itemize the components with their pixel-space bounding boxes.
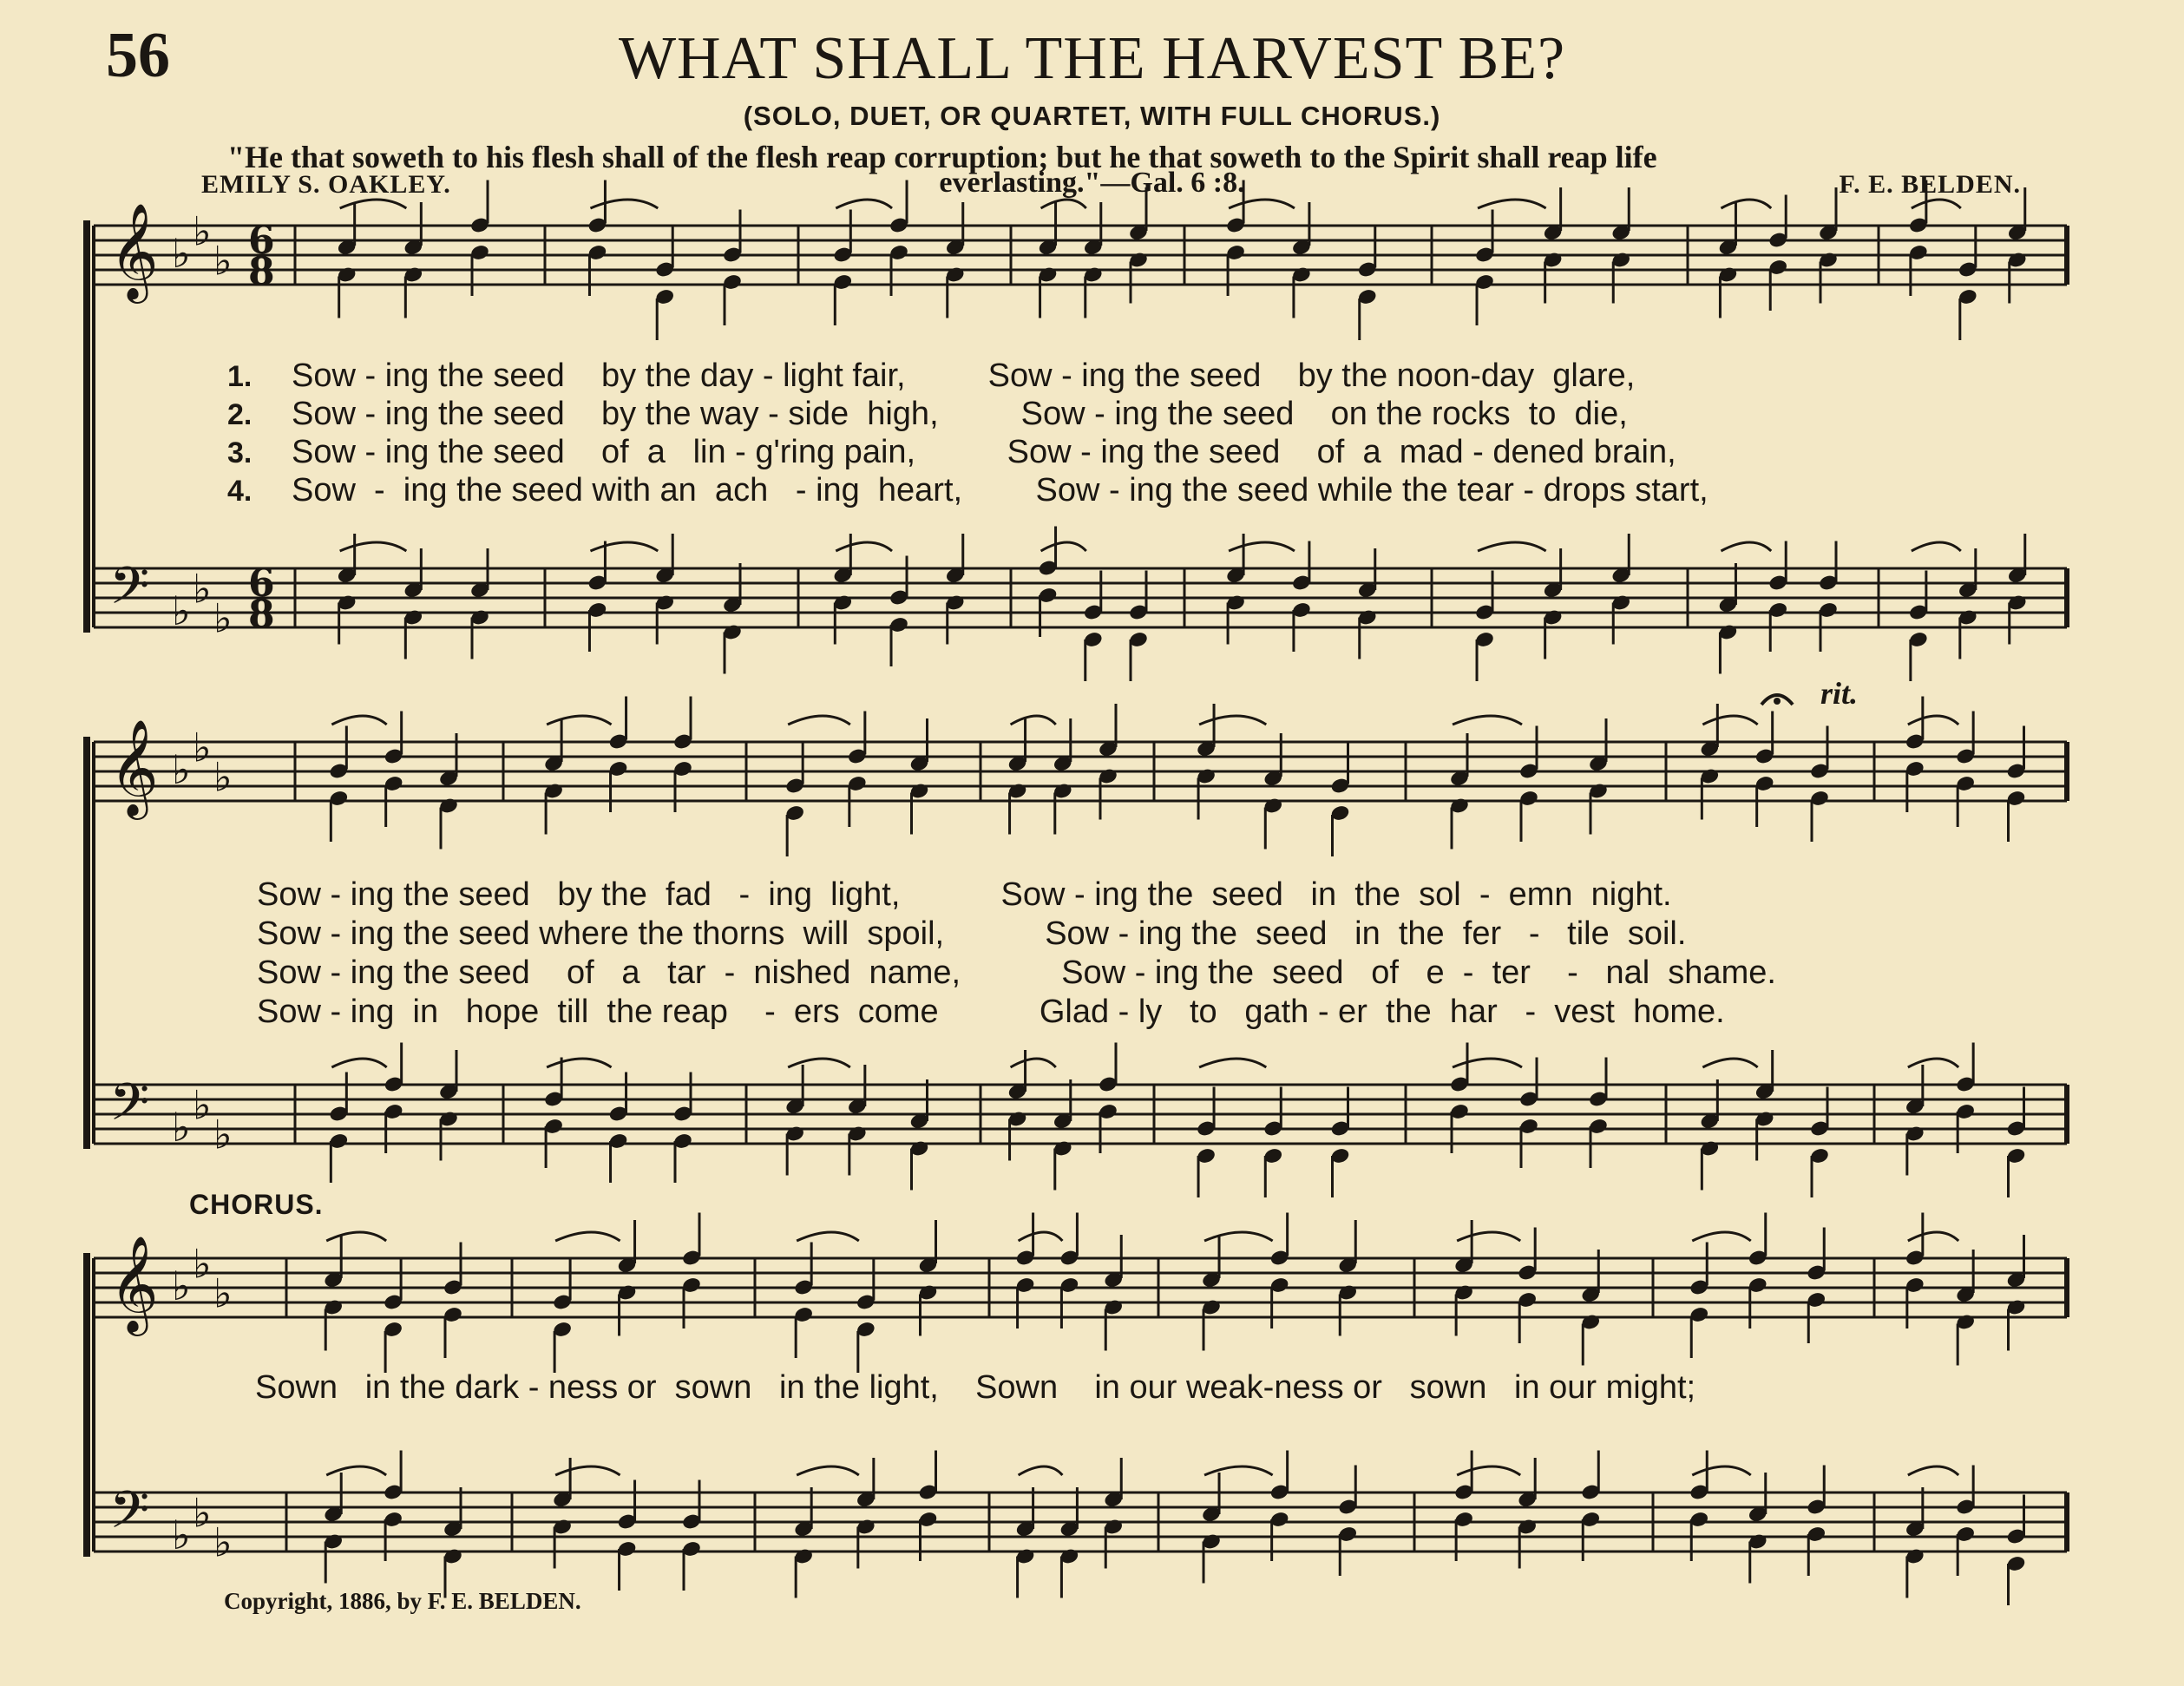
treble-measure-3-3-tie bbox=[797, 1232, 859, 1241]
bass-measure-3-3-tie bbox=[797, 1466, 859, 1475]
flat-sign: ♭ bbox=[172, 1263, 191, 1309]
treble-measure-2-2-tie bbox=[547, 716, 611, 725]
bass-measure-1-1-tie bbox=[340, 542, 407, 551]
flat-sign: ♭ bbox=[193, 1489, 212, 1537]
bass-measure-3-8-tie bbox=[1908, 1466, 1958, 1475]
verse-2-line-2: Sow - ing the seed where the thorns will spoil, Sow - ing the seed in the fer - tile soil. bbox=[257, 915, 1687, 952]
treble-measure-3-4-tie bbox=[1019, 1232, 1063, 1241]
ritardando-marking: rit. bbox=[1820, 676, 1859, 711]
bass-measure-1-6-tie bbox=[1478, 542, 1546, 551]
verse-4-line-2: Sow - ing in hope till the reap - ers come Glad - ly to gath - er the har - vest home. bbox=[257, 994, 1725, 1030]
flat-sign: ♭ bbox=[213, 753, 233, 801]
bass-measure-1-7-tie bbox=[1721, 542, 1771, 551]
bass-clef: 𝄢 bbox=[109, 1479, 150, 1552]
bass-clef: 𝄢 bbox=[109, 1072, 150, 1145]
treble-measure-1-6-tie bbox=[1478, 200, 1546, 208]
flat-sign: ♭ bbox=[213, 1269, 233, 1317]
hymn-title: WHAT SHALL THE HARVEST BE? bbox=[618, 25, 1566, 92]
bass-measure-1-4-tie bbox=[1041, 542, 1086, 551]
flat-sign: ♭ bbox=[172, 1104, 191, 1151]
treble-measure-2-4-tie bbox=[1011, 716, 1056, 725]
flat-sign: ♭ bbox=[193, 565, 212, 613]
bass-measure-3-1-tie bbox=[326, 1466, 386, 1475]
treble-measure-1-5-tie bbox=[1229, 200, 1295, 208]
treble-measure-3-6-tie bbox=[1457, 1232, 1520, 1241]
verse-2-line-1: Sow - ing the seed by the way - side high, Sow - ing the seed on the rocks to die, bbox=[292, 396, 1628, 432]
bass-measure-1-2-tie bbox=[590, 542, 658, 551]
bass-measure-1-5-tie bbox=[1229, 542, 1295, 551]
flat-sign: ♭ bbox=[213, 237, 233, 285]
treble-clef: 𝄞 bbox=[109, 718, 159, 816]
time-signature-bottom: 8 bbox=[248, 250, 275, 294]
bass-clef: 𝄢 bbox=[109, 555, 150, 628]
treble-measure-1-1-tie bbox=[340, 200, 407, 208]
verse-number-2: 2. bbox=[227, 398, 253, 431]
treble-measure-3-2-tie bbox=[555, 1232, 620, 1241]
treble-measure-1-2-tie bbox=[590, 200, 658, 208]
chorus-label: CHORUS. bbox=[189, 1189, 324, 1220]
treble-measure-1-8-tie bbox=[1912, 200, 1961, 208]
page-number: 56 bbox=[106, 20, 170, 91]
bass-measure-2-2-tie bbox=[547, 1059, 611, 1067]
verse-4-line-1: Sow - ing the seed with an ach - ing heart, Sow - ing the seed while the tear - drops start, bbox=[292, 472, 1709, 508]
verse-number-3: 3. bbox=[227, 436, 253, 469]
flat-sign: ♭ bbox=[172, 746, 191, 793]
flat-sign: ♭ bbox=[193, 724, 212, 771]
verse-1-line-2: Sow - ing the seed by the fad - ing light, Sow - ing the seed in the sol - emn night. bbox=[257, 876, 1672, 913]
verse-1-line-1: Sow - ing the seed by the day - light fair, Sow - ing the seed by the noon-day glare, bbox=[292, 358, 1636, 394]
treble-measure-2-5-tie bbox=[1199, 716, 1266, 725]
treble-clef: 𝄞 bbox=[109, 202, 159, 299]
bass-measure-2-7-tie bbox=[1702, 1059, 1757, 1067]
treble-measure-3-1-tie bbox=[326, 1232, 386, 1241]
time-signature-bottom: 8 bbox=[248, 593, 275, 637]
bass-measure-1-8-tie bbox=[1912, 542, 1961, 551]
flat-sign: ♭ bbox=[213, 1111, 233, 1158]
flat-sign: ♭ bbox=[172, 230, 191, 277]
fermata-dot bbox=[1774, 698, 1781, 705]
treble-measure-2-6-tie bbox=[1453, 716, 1522, 725]
bass-measure-3-7-tie bbox=[1692, 1466, 1751, 1475]
treble-measure-2-1-tie bbox=[331, 716, 386, 725]
time-signature-top: 6 bbox=[248, 561, 275, 606]
bass-measure-2-6-tie bbox=[1453, 1059, 1522, 1067]
bass-measure-3-4-tie bbox=[1019, 1466, 1063, 1475]
time-signature-top: 6 bbox=[248, 219, 275, 263]
composer-credit: F. E. BELDEN. bbox=[1839, 170, 2021, 199]
author-credit: EMILY S. OAKLEY. bbox=[201, 170, 451, 199]
epigraph-line-1: "He that soweth to his flesh shall of the flesh reap corruption; but he that soweth to the Spirit shall reap life bbox=[227, 140, 1657, 174]
bass-measure-3-5-tie bbox=[1204, 1466, 1273, 1475]
bass-measure-2-8-tie bbox=[1908, 1059, 1958, 1067]
bass-measure-1-3-tie bbox=[836, 542, 892, 551]
treble-measure-2-8-tie bbox=[1908, 716, 1958, 725]
hymn-subtitle: (SOLO, DUET, OR QUARTET, WITH FULL CHORUS.) bbox=[743, 101, 1441, 131]
treble-measure-3-5-tie bbox=[1204, 1232, 1273, 1241]
bass-measure-2-3-tie bbox=[788, 1059, 850, 1067]
treble-measure-2-7-tie bbox=[1702, 716, 1757, 725]
epigraph-line-2: everlasting."—Gal. 6 :8. bbox=[939, 167, 1245, 199]
treble-measure-1-7-tie bbox=[1721, 200, 1771, 208]
verse-number-1: 1. bbox=[227, 360, 253, 393]
flat-sign: ♭ bbox=[193, 1240, 212, 1288]
flat-sign: ♭ bbox=[172, 1512, 191, 1558]
treble-measure-3-7-tie bbox=[1692, 1232, 1751, 1241]
bass-measure-2-4-tie bbox=[1011, 1059, 1056, 1067]
chorus-lyric-line: Sown in the dark - ness or sown in the light, Sown in our weak-ness or sown in our might; bbox=[255, 1369, 1696, 1406]
flat-sign: ♭ bbox=[193, 207, 212, 255]
verse-3-line-1: Sow - ing the seed of a lin - g'ring pain, Sow - ing the seed of a mad - dened brain, bbox=[292, 434, 1676, 470]
copyright-notice: Copyright, 1886, by F. E. BELDEN. bbox=[224, 1588, 581, 1614]
bass-measure-3-2-tie bbox=[555, 1466, 620, 1475]
treble-measure-3-8-tie bbox=[1908, 1232, 1958, 1241]
flat-sign: ♭ bbox=[193, 1081, 212, 1129]
treble-clef: 𝄞 bbox=[109, 1235, 159, 1332]
bass-measure-3-6-tie bbox=[1457, 1466, 1520, 1475]
flat-sign: ♭ bbox=[213, 1519, 233, 1566]
flat-sign: ♭ bbox=[213, 594, 233, 642]
bass-measure-2-5-tie bbox=[1199, 1059, 1266, 1067]
bass-measure-2-1-tie bbox=[331, 1059, 386, 1067]
verse-number-4: 4. bbox=[227, 475, 253, 508]
flat-sign: ♭ bbox=[172, 587, 191, 634]
treble-measure-1-3-tie bbox=[836, 200, 892, 208]
treble-measure-1-4-tie bbox=[1041, 200, 1086, 208]
verse-3-line-2: Sow - ing the seed of a tar - nished name, Sow - ing the seed of e - ter - nal shame. bbox=[257, 955, 1776, 991]
treble-measure-2-3-tie bbox=[788, 716, 850, 725]
